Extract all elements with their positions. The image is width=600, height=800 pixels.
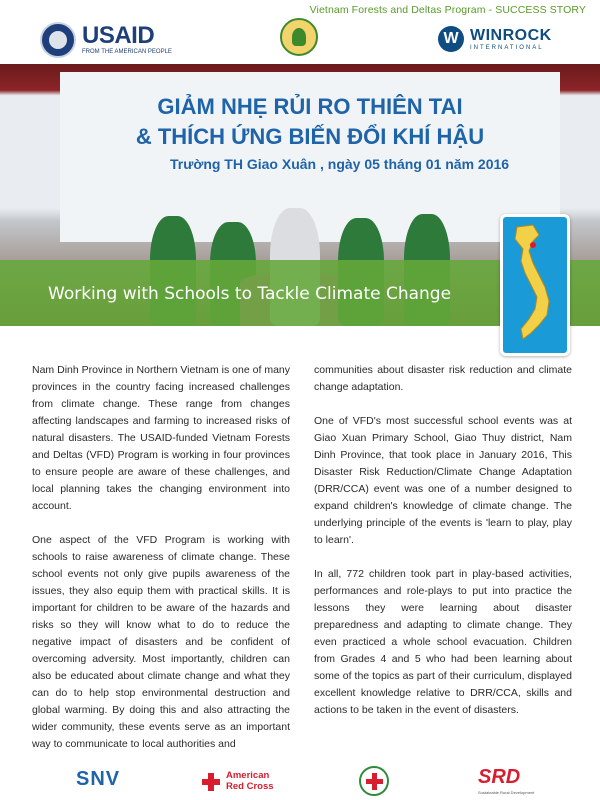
ministry-emblem-icon	[280, 18, 318, 56]
vietnam-red-cross-icon	[359, 766, 389, 796]
paragraph: In all, 772 children took part in play-based activities, performances and role-plays to put into practice the lessons they were learning about disaster preparedness and adapting to climate change. They even practiced a whole school evacuation. Children from Grades 4 and 5 who had been learning about some of the topics as part of their curriculum, displayed excellent knowledge relative to DRR/CCA, skills and actions to be taken in the event of disasters.	[314, 568, 572, 716]
paragraph: Nam Dinh Province in Northern Vietnam is one of many provinces in the country facing increased challenges from climate change. These range from changes affecting landscapes and farming to increased risks of natural disasters. The USAID-funded Vietnam Forests and Deltas (VFD) Program is working in four provinces to ensure people are aware of these challenges, and local planning takes the changing environment into account.	[32, 364, 290, 512]
banner-line-3: Trường TH Giao Xuân , ngày 05 tháng 01 năm 2016	[170, 156, 510, 172]
vietnam-map-shape	[503, 217, 567, 353]
snv-logo: SNV	[76, 768, 121, 790]
program-tag: Vietnam Forests and Deltas Program - SUCCESS STORY	[309, 4, 586, 16]
usaid-logo	[40, 22, 170, 58]
paragraph: One aspect of the VFD Program is working with schools to raise awareness of climate change. These school events not only give pupils awareness of the issues, they also equip them with practical skills. It is important for children to be aware of the hazards and risks so they will know what to do to reduce the negative impact of disasters and be confident of overcoming adversity. Most importantly, children can also be educated about climate change and what they can do to help stop environmental destruction and global warming. By doing this and also attracting the wider community, these events serve as an important way to communicate to local authorities and	[32, 534, 290, 750]
srd-logo: SRD	[478, 766, 521, 788]
winrock-tagline: INTERNATIONAL	[470, 45, 544, 51]
page-title: Working with Schools to Tackle Climate Change	[48, 284, 452, 304]
banner-line-2: & THÍCH ỨNG BIẾN ĐỔI KHÍ HẬU	[135, 124, 485, 149]
winrock-wordmark: WINROCK	[470, 27, 552, 44]
vietnam-map-icon	[500, 214, 570, 356]
paragraph: One of VFD's most successful school events was at Giao Xuan Primary School, Giao Thuy district, Nam Dinh Province, that took place in January 2016, This Disaster Risk Reduction/Climate Change Adaptation (DRR/CCA) event was one of a number designed to expand children's knowledge of climate change. The underlying principle of the events is 'learn to play, play to learn'.	[314, 415, 572, 546]
usaid-seal-icon	[40, 22, 76, 58]
usaid-wordmark: USAID	[82, 22, 155, 49]
usaid-tagline: FROM THE AMERICAN PEOPLE	[82, 49, 172, 55]
paragraph: communities about disaster risk reduction and climate change adaptation.	[314, 364, 572, 393]
red-cross-icon	[202, 773, 220, 791]
american-red-cross-logo	[202, 770, 292, 796]
winrock-logo	[438, 26, 578, 56]
arc-wordmark	[226, 770, 274, 792]
winrock-mark-icon: W	[438, 26, 464, 52]
body-column-right	[314, 362, 572, 736]
arc-line-2: Red Cross	[226, 781, 274, 792]
body-column-left	[32, 362, 290, 770]
banner-line-1: GIẢM NHẸ RỦI RO THIÊN TAI	[157, 94, 463, 119]
partner-logos	[0, 764, 600, 800]
arc-line-1: American	[226, 770, 270, 781]
srd-tagline: Sustainable Rural Development	[478, 790, 535, 795]
